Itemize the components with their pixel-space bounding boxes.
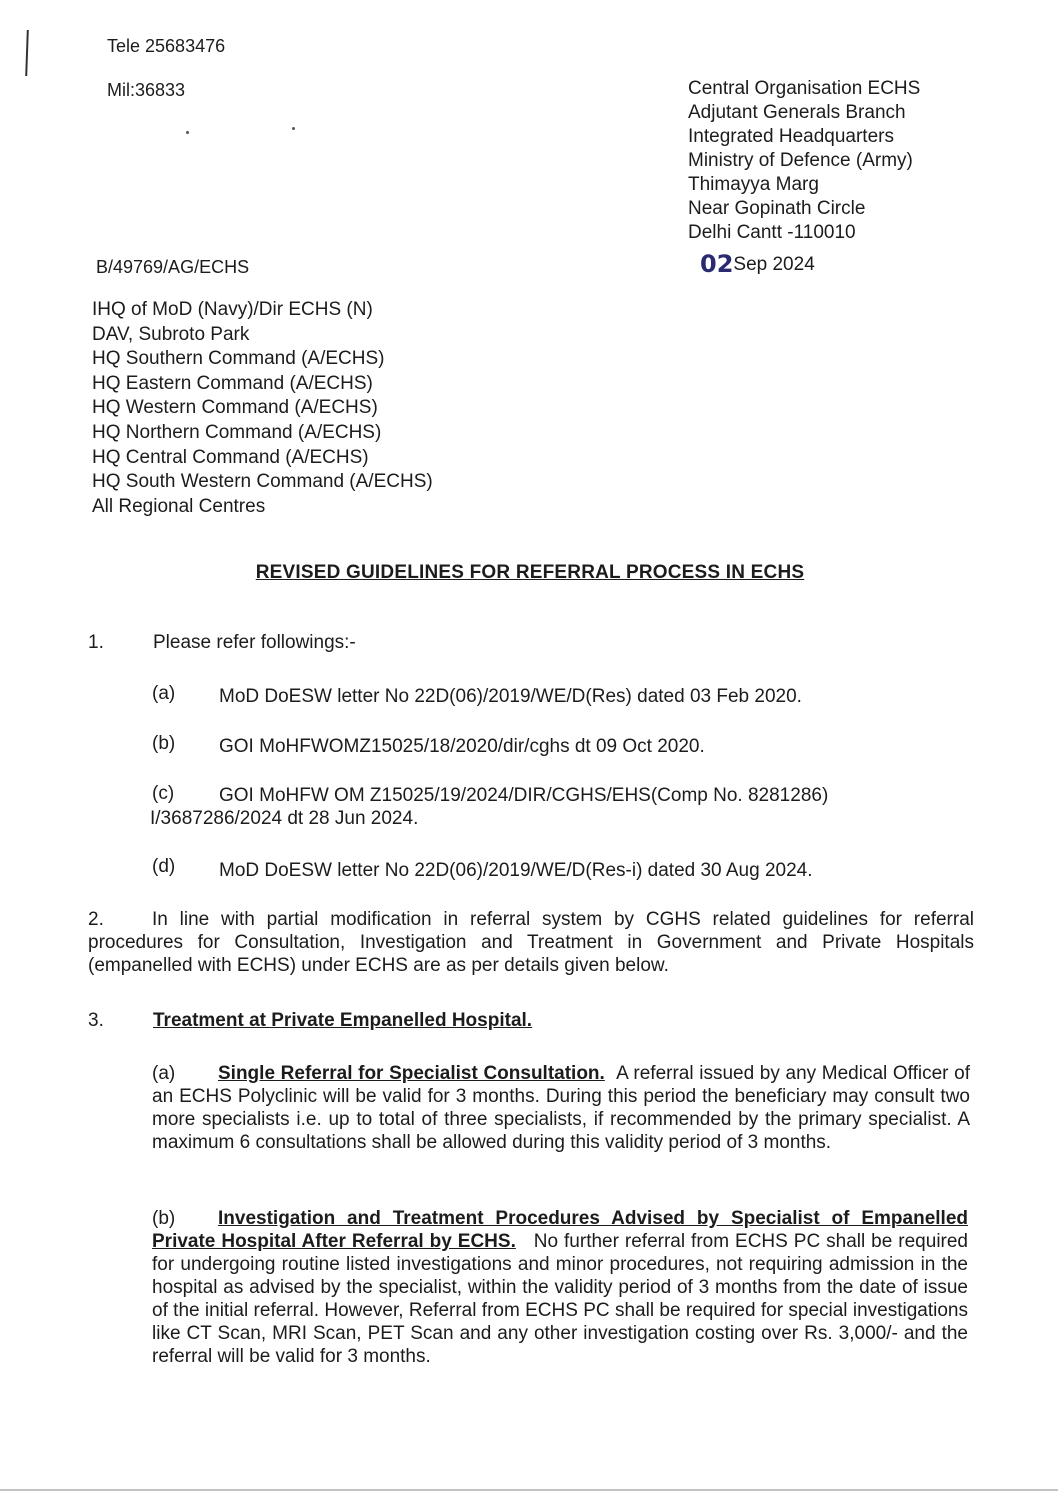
ref-label: (a): [152, 683, 176, 704]
letter-date: [700, 250, 815, 279]
addressee: HQ South Western Command (A/ECHS): [92, 471, 433, 493]
addressee: DAV, Subroto Park: [92, 323, 250, 345]
subpara-b: [152, 1207, 968, 1368]
address-line: Thimayya Marg: [688, 174, 819, 195]
ref-text: MoD DoESW letter No 22D(06)/2019/WE/D(Res-i) dated 30 Aug 2024.: [219, 860, 813, 881]
subpara-label: (b): [152, 1208, 176, 1229]
ref-label: (b): [152, 733, 176, 754]
date-month-year: Sep 2024: [733, 254, 815, 275]
para-intro: Please refer followings:-: [153, 632, 356, 653]
handwritten-day: 02: [700, 250, 734, 278]
address-line: Ministry of Defence (Army): [688, 150, 913, 171]
addressee: HQ Eastern Command (A/ECHS): [92, 372, 373, 394]
address-line: Near Gopinath Circle: [688, 198, 866, 219]
subpara-heading: Single Referral for Specialist Consultation.: [218, 1063, 605, 1084]
ref-label: (c): [152, 783, 175, 804]
document-title: REVISED GUIDELINES FOR REFERRAL PROCESS IN ECHS: [255, 562, 805, 583]
subpara-label: (a): [152, 1063, 176, 1084]
scan-speck: [292, 127, 295, 130]
military-number: Mil:36833: [107, 80, 186, 100]
subpara-heading: Investigation and Treatment Procedures Advised by Specialist of Empanelled Private Hospital After Referral by ECHS.: [152, 1208, 968, 1252]
telephone-number: Tele 25683476: [107, 36, 226, 56]
para-number: 1.: [88, 632, 104, 653]
address-line: Delhi Cantt -110010: [688, 222, 856, 243]
addressee: IHQ of MoD (Navy)/Dir ECHS (N): [92, 299, 373, 320]
ref-text: MoD DoESW letter No 22D(06)/2019/WE/D(Res) dated 03 Feb 2020.: [219, 686, 802, 707]
scan-edge: [0, 1489, 1058, 1491]
ref-label: (d): [152, 856, 176, 877]
addressee-list: [92, 298, 433, 519]
scan-speck: [186, 131, 189, 134]
para-number: 3.: [88, 1010, 104, 1031]
para-number: 2.: [88, 909, 104, 930]
subpara-a: [152, 1062, 970, 1154]
addressee: All Regional Centres: [92, 495, 266, 517]
addressee: HQ Western Command (A/ECHS): [92, 397, 378, 419]
sender-address: [688, 77, 920, 245]
addressee: HQ Central Command (A/ECHS): [92, 446, 369, 468]
address-line: Integrated Headquarters: [688, 126, 894, 147]
subpara-text: A referral issued by any Medical Officer of an ECHS Polyclinic will be valid for 3 months. During this period the beneficiary may consult two more specialists i.e. up to total of three specialists, if recommended by the primary specialist. A maximum 6 consultations shall be allowed during this validity period of 3 months.: [152, 1063, 970, 1153]
addressee: HQ Southern Command (A/ECHS): [92, 348, 385, 370]
pen-mark: [25, 30, 29, 76]
paragraph-2: [88, 908, 974, 977]
address-line: Adjutant Generals Branch: [688, 102, 906, 123]
section-heading: Treatment at Private Empanelled Hospital.: [153, 1010, 533, 1031]
address-line: Central Organisation ECHS: [688, 78, 921, 99]
para-text: In line with partial modification in referral system by CGHS related guidelines for referral procedures for Consultation, Investigation and Treatment in Government and Private Hospitals (empanelled with ECHS) under ECHS are as per details given below.: [88, 909, 974, 976]
addressee: HQ Northern Command (A/ECHS): [92, 421, 382, 443]
ref-text: GOI MoHFW OM Z15025/19/2024/DIR/CGHS/EHS(Comp No. 8281286): [219, 785, 829, 806]
ref-text: GOI MoHFWOMZ15025/18/2020/dir/cghs dt 09 Oct 2020.: [219, 736, 705, 757]
subpara-text: No further referral from ECHS PC shall be required for undergoing routine listed investigations and minor procedures, not requiring admission in the hospital as advised by the specialist, within the validity period of 3 months from the date of issue of the initial referral. However, Referral from ECHS PC shall be required for special investigations like CT Scan, MRI Scan, PET Scan and any other investigation costing over Rs. 3,000/- and the referral will be valid for 3 months.: [152, 1231, 968, 1367]
file-number: B/49769/AG/ECHS: [96, 257, 250, 277]
ref-text-continued: I/3687286/2024 dt 28 Jun 2024.: [150, 808, 419, 829]
